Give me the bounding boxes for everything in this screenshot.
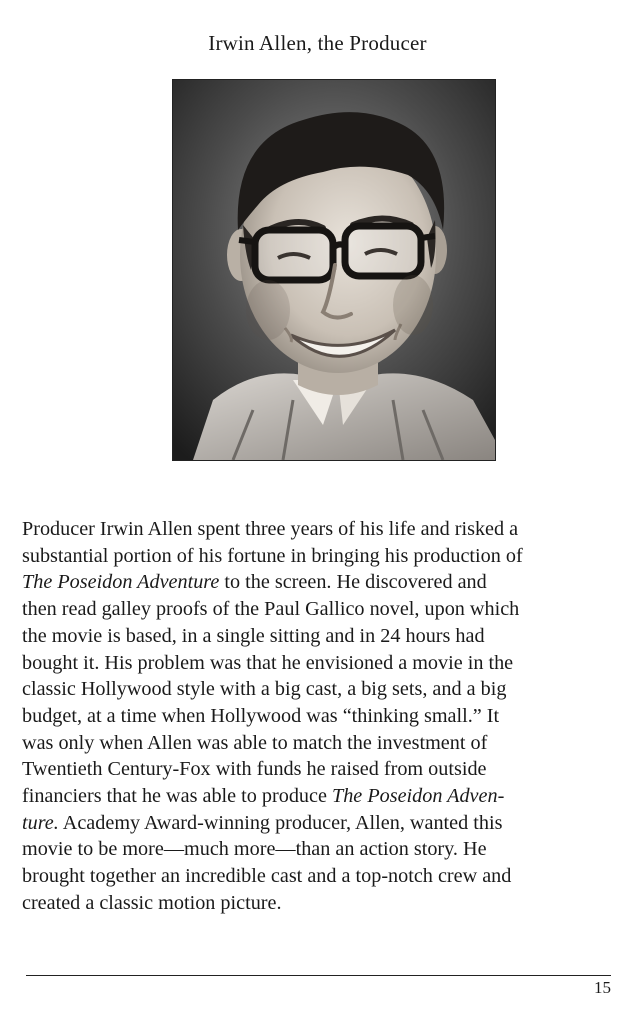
body-text-line: [22, 569, 602, 596]
body-paragraph: [22, 516, 602, 917]
book-title-italic: ture.: [22, 811, 59, 834]
portrait-image: [173, 80, 495, 460]
body-text-line: Producer Irwin Allen spent three years of his life and risked a: [22, 518, 519, 540]
body-text-segment: Academy Award-winning producer, Allen, wanted this: [58, 811, 503, 834]
book-title-italic: The Poseidon Adventure: [22, 571, 220, 594]
body-text-segment: to the screen. He discovered and: [219, 571, 487, 594]
producer-photo: [172, 79, 496, 461]
body-text-line: [22, 810, 602, 837]
page-number: 15: [594, 978, 611, 997]
book-title-italic: The Poseidon Adven-: [331, 785, 505, 808]
body-text-line: classic Hollywood style with a big cast, a big sets, and a big: [22, 678, 507, 701]
footer-rule: [26, 975, 611, 976]
body-text-line: movie to be more—much more—than an action story. He: [22, 838, 487, 861]
body-text-line: budget, at a time when Hollywood was “thinking small.” It: [22, 704, 500, 727]
page-title: Irwin Allen, the Producer: [208, 31, 427, 55]
body-text-line: substantial portion of his fortune in bringing his production of: [22, 544, 523, 567]
body-text-line: the movie is based, in a single sitting and in 24 hours had: [22, 624, 485, 647]
body-text-line: bought it. His problem was that he envisioned a movie in the: [22, 651, 514, 674]
body-text-line: was only when Allen was able to match the investment of: [22, 731, 488, 754]
body-text-line: [22, 783, 602, 810]
body-text-segment: financiers that he was able to produce: [22, 785, 332, 808]
body-text-line: Twentieth Century-Fox with funds he raised from outside: [22, 758, 487, 781]
body-text-line: then read galley proofs of the Paul Gallico novel, upon which: [22, 598, 520, 621]
body-text-line: created a classic motion picture.: [22, 891, 282, 914]
body-text-line: brought together an incredible cast and a top-notch crew and: [22, 865, 512, 888]
